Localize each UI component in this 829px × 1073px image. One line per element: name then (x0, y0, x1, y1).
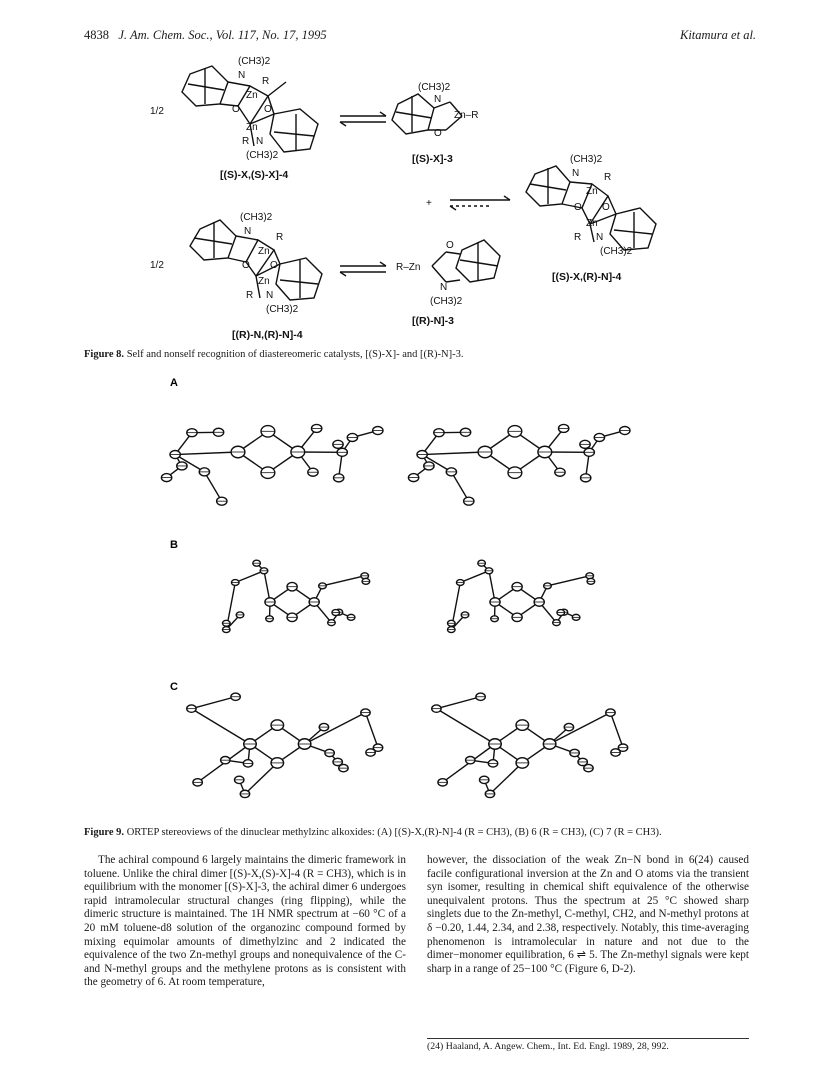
compound-label: [(R)-N]-3 (412, 315, 454, 327)
ortep-bond (235, 571, 264, 583)
compound-label: [(S)-X,(R)-N]-4 (552, 271, 622, 283)
ortep-bond (204, 472, 221, 501)
atom-label: R (246, 290, 254, 301)
figure-9-caption-text: ORTEP stereoviews of the dinuclear methylzinc alkoxides: (A) [(S)-X,(R)-N]-4 (R = CH3), (B) 6 (R = CH3), (C) 7 (R = CH3). (126, 827, 662, 838)
monomer-s (392, 94, 462, 134)
atom-label: N (572, 168, 580, 179)
dimer-ss (182, 66, 318, 152)
monomer-r (432, 240, 500, 282)
journal-citation: J. Am. Chem. Soc., Vol. 117, No. 17, 1995 (118, 28, 327, 42)
atom-label: Zn (586, 218, 598, 229)
figure-9-caption (84, 826, 764, 839)
panel-label-a: A (170, 377, 178, 389)
atom-label: (CH3)2 (240, 212, 273, 223)
figure-8-caption (84, 348, 744, 361)
atom-label: Zn (258, 246, 270, 257)
ortep-bond (365, 713, 378, 748)
body-paragraph: however, the dissociation of the weak Zn−N bond in 6(24) caused facile configurational inversion at the Zn and O atoms via the transient syn isomer, resulting in chemical shift equivalence of the otherwise unequivalent protons. Thus the spectrum at 25 °C showed sharp singlets due to the Zn-methyl, C-methyl, CH2, and N-methyl protons at δ −0.20, 1.44, 2.34, and 2.38, respectively. Notably, this time-averaging phenomenon is intramolecular in nature and not due to the dimer−monomer equilibration, 6 ⇌ 5. The Zn-methyl signals were kept sharp in a range of 25−100 °C (Figure 6, D-2). (427, 854, 749, 975)
atom-label: R (604, 172, 612, 183)
atom-label: (CH3)2 (570, 154, 603, 165)
atom-label: Zn–R (454, 110, 479, 121)
ortep-bond (322, 576, 364, 586)
atom-label: N (440, 282, 448, 293)
dimer-rr (190, 220, 322, 300)
atom-label: R–Zn (396, 262, 421, 273)
atom-label: (CH3)2 (266, 304, 299, 315)
atom-label: N (238, 70, 246, 81)
atom-label: O (574, 202, 582, 213)
ortep-bond (191, 709, 250, 744)
ortep-bond (191, 697, 235, 709)
plus-sign: + (426, 198, 432, 209)
ortep-bond (245, 763, 277, 794)
atom-label: N (434, 94, 442, 105)
atom-label: O (232, 104, 240, 115)
ortep-bond (175, 452, 238, 455)
atom-label: R (242, 136, 250, 147)
atom-label: O (270, 260, 278, 271)
authors: Kitamura et al. (680, 28, 757, 42)
atom-label: N (244, 226, 252, 237)
body-left-column (84, 854, 406, 990)
atom-label: Zn (586, 186, 598, 197)
ortep-bond (550, 713, 611, 744)
dimer-sr (526, 166, 656, 250)
atom-label: O (242, 260, 250, 271)
compound-label: [(S)-X,(S)-X]-4 (220, 169, 289, 181)
atom-label: O (446, 240, 454, 251)
atom-label: N (256, 136, 264, 147)
compound-label: [(S)-X]-3 (412, 153, 453, 165)
atom-label: Zn (258, 276, 270, 287)
atom-label: O (264, 104, 272, 115)
panel-label-b: B (170, 539, 178, 551)
ortep-bond (436, 697, 480, 709)
compound-label: [(R)-N,(R)-N]-4 (232, 329, 303, 341)
page-number: 4838 (84, 28, 109, 42)
footnote: (24) Haaland, A. Angew. Chem., Int. Ed. Engl. 1989, 28, 992. (427, 1038, 749, 1052)
atom-label: R (574, 232, 582, 243)
stoichiometry-label: 1/2 (150, 106, 164, 117)
atom-label: N (266, 290, 274, 301)
atom-label: Zn (246, 90, 258, 101)
ortep-bond (547, 576, 589, 586)
atom-label: N (596, 232, 604, 243)
ortep-bond (451, 472, 468, 501)
atom-label: (CH3)2 (418, 82, 451, 93)
atom-label: O (602, 202, 610, 213)
figure-9-ortep (150, 372, 710, 822)
ortep-bond (436, 709, 495, 744)
atom-label: R (262, 76, 270, 87)
atom-label: (CH3)2 (430, 296, 463, 307)
figure-9-label: Figure 9. (84, 827, 125, 838)
figure-8-label: Figure 8. (84, 349, 125, 360)
figure-8-scheme (150, 54, 750, 344)
ortep-bond (422, 452, 485, 455)
atom-label: (CH3)2 (246, 150, 279, 161)
atom-label: (CH3)2 (238, 56, 271, 67)
body-paragraph: The achiral compound 6 largely maintains the dimeric framework in toluene. Unlike the chiral dimer [(S)-X,(S)-X]-4 (R = CH3), which is in equilibrium with the monomer [(S)-X]-3, the achiral dimer 6 undergoes rapid intramolecular structural changes (ring flipping), while the dimeric structure is maintained. The 1H NMR spectrum at −60 °C of a 20 mM toluene-d8 solution of the organozinc compound formed by mixing equimolar amounts of dimethylzinc and 2 indicated the equivalence of the two Zn-methyl groups and nonequivalence of the C- and N-methyl groups and the methylene protons as is consistent with the geometry of 6. At room temperature, (84, 854, 406, 989)
atom-label: (CH3)2 (600, 246, 633, 257)
panel-label-c: C (170, 681, 178, 693)
atom-label: Zn (246, 122, 258, 133)
atom-label: R (276, 232, 284, 243)
stoichiometry-label: 1/2 (150, 260, 164, 271)
ortep-bond (490, 763, 522, 794)
ortep-bond (460, 571, 489, 583)
ortep-bond (305, 713, 366, 744)
body-right-column (427, 854, 749, 976)
atom-label: O (434, 128, 442, 139)
running-header (84, 28, 327, 43)
figure-8-caption-text: Self and nonself recognition of diastereomeric catalysts, [(S)-X]- and [(R)-N]-3. (126, 349, 464, 360)
ortep-bond (610, 713, 623, 748)
